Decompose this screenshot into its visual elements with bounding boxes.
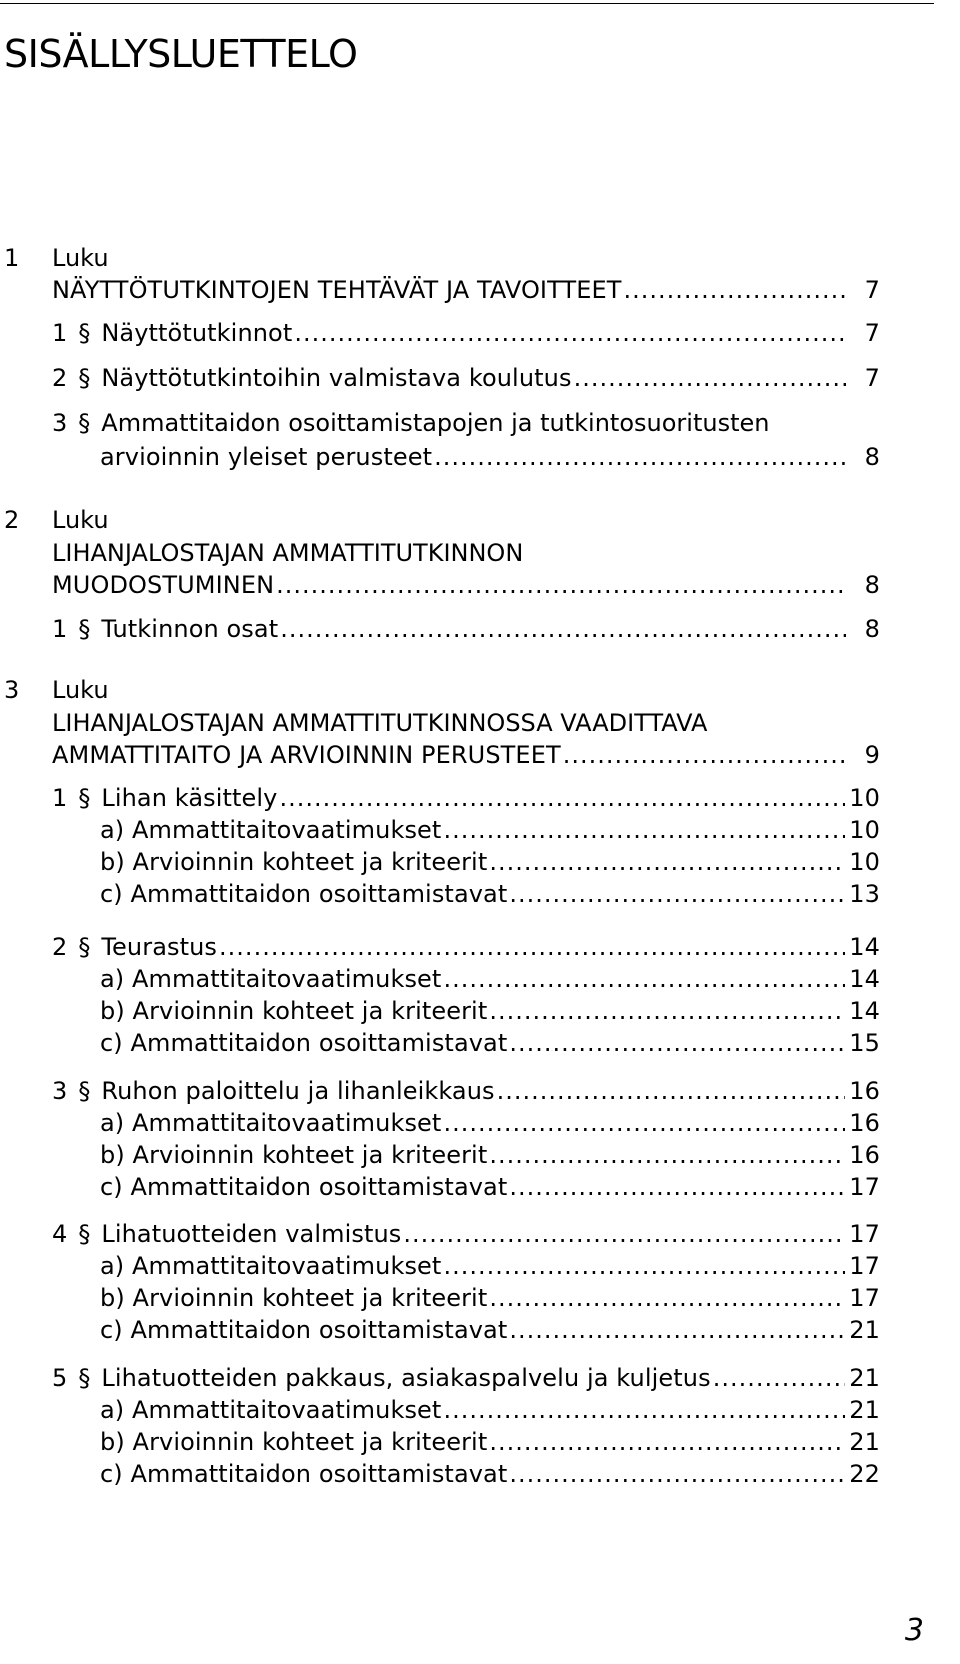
dot-leader	[489, 845, 845, 879]
toc-entry-section-continued[interactable]	[100, 440, 880, 474]
section-number: 5	[52, 1364, 68, 1392]
subsection-letter: a)	[100, 1252, 125, 1280]
toc-entry-section[interactable]	[52, 930, 880, 964]
section-title: Tutkinnon osat	[101, 615, 279, 643]
subsection-letter: c)	[100, 880, 123, 908]
subsection-letter: b)	[100, 997, 125, 1025]
toc-entry-chapter-2[interactable]	[52, 568, 880, 602]
subsection-title: Ammattitaitovaatimukset	[132, 1396, 442, 1424]
dot-leader	[443, 1106, 845, 1140]
dot-leader	[489, 994, 845, 1028]
subsection-letter: c)	[100, 1316, 123, 1344]
section-sign-icon: §	[78, 319, 91, 347]
dot-leader	[219, 930, 845, 964]
dot-leader	[443, 1249, 845, 1283]
subsection-title: Ammattitaidon osoittamistavat	[130, 1316, 508, 1344]
dot-leader	[280, 612, 846, 646]
section-sign-icon: §	[78, 364, 91, 392]
chapter-title[interactable]: LIHANJALOSTAJAN AMMATTITUTKINNOSSA VAADITTAVA	[52, 709, 708, 737]
dot-leader	[489, 1138, 845, 1172]
section-sign-icon: §	[78, 1220, 91, 1248]
subsection-letter: b)	[100, 1141, 125, 1169]
subsection-title: Ammattitaidon osoittamistavat	[130, 1173, 508, 1201]
dot-leader	[279, 781, 845, 815]
toc-entry-subsection[interactable]	[100, 1249, 880, 1283]
toc-entry-subsection[interactable]	[100, 1425, 880, 1459]
subsection-title: Arvioinnin kohteet ja kriteerit	[132, 997, 488, 1025]
dot-leader	[443, 962, 845, 996]
dot-leader	[403, 1217, 845, 1251]
subsection-title: Ammattitaitovaatimukset	[132, 816, 442, 844]
toc-entry-subsection[interactable]	[100, 1026, 880, 1060]
toc-entry-chapter-3[interactable]	[52, 738, 880, 772]
page-ref: 21	[849, 1316, 880, 1344]
dot-leader	[509, 1170, 845, 1204]
dot-leader	[574, 361, 846, 395]
section-number: 1	[52, 319, 68, 347]
section-number: 2	[52, 933, 68, 961]
toc-entry-subsection[interactable]	[100, 962, 880, 996]
subsection-letter: c)	[100, 1029, 123, 1057]
dot-leader	[624, 273, 847, 307]
page-ref: 17	[849, 1252, 880, 1280]
page-ref: 9	[864, 741, 880, 769]
page-ref: 7	[864, 319, 880, 347]
subsection-letter: c)	[100, 1460, 123, 1488]
toc-entry-section[interactable]	[52, 1074, 880, 1108]
section-title: Ruhon paloittelu ja lihanleikkaus	[101, 1077, 495, 1105]
section-number: 2	[52, 364, 68, 392]
page-ref: 10	[849, 816, 880, 844]
chapter-luku: Luku	[52, 676, 109, 704]
subsection-title: Arvioinnin kohteet ja kriteerit	[132, 1284, 488, 1312]
subsection-title: Arvioinnin kohteet ja kriteerit	[132, 848, 488, 876]
subsection-title: Ammattitaitovaatimukset	[132, 965, 442, 993]
page-ref: 14	[849, 997, 880, 1025]
dot-leader	[294, 316, 846, 350]
section-title: Lihan käsittely	[101, 784, 278, 812]
section-number: 3	[52, 1077, 68, 1105]
dot-leader	[443, 1393, 845, 1427]
subsection-letter: b)	[100, 848, 125, 876]
subsection-title: Ammattitaidon osoittamistavat	[130, 880, 508, 908]
page-ref: 16	[849, 1141, 880, 1169]
toc-entry-subsection[interactable]	[100, 994, 880, 1028]
toc-entry-section-first-line[interactable]	[52, 406, 769, 440]
chapter-luku: Luku	[52, 506, 109, 534]
dot-leader	[509, 1313, 845, 1347]
chapter-luku: Luku	[52, 244, 109, 272]
page-ref: 16	[849, 1109, 880, 1137]
toc-entry-section[interactable]	[52, 781, 880, 815]
toc-entry-subsection[interactable]	[100, 845, 880, 879]
chapter-number: 3	[4, 676, 20, 704]
dot-leader	[563, 738, 846, 772]
toc-entry-subsection[interactable]	[100, 813, 880, 847]
chapter-number: 2	[4, 506, 20, 534]
chapter-title: NÄYTTÖTUTKINTOJEN TEHTÄVÄT JA TAVOITTEET	[52, 276, 622, 304]
page-ref: 8	[864, 571, 880, 599]
page-ref: 16	[849, 1077, 880, 1105]
toc-entry-section[interactable]	[52, 316, 880, 350]
toc-entry-subsection[interactable]	[100, 1281, 880, 1315]
page-ref: 21	[849, 1428, 880, 1456]
page-ref: 15	[849, 1029, 880, 1057]
page-ref: 10	[849, 848, 880, 876]
section-sign-icon: §	[78, 933, 91, 961]
page-ref: 10	[849, 784, 880, 812]
page-ref: 7	[864, 276, 880, 304]
page-title: SISÄLLYSLUETTELO	[4, 32, 358, 76]
toc-entry-chapter-1[interactable]	[52, 273, 880, 307]
subsection-title: Ammattitaitovaatimukset	[132, 1109, 442, 1137]
section-sign-icon: §	[78, 615, 91, 643]
section-number: 1	[52, 784, 68, 812]
dot-leader	[509, 877, 845, 911]
subsection-letter: a)	[100, 965, 125, 993]
page-ref: 17	[849, 1220, 880, 1248]
subsection-title: Ammattitaidon osoittamistavat	[130, 1460, 508, 1488]
page-ref: 17	[849, 1284, 880, 1312]
subsection-letter: a)	[100, 1396, 125, 1424]
dot-leader	[713, 1361, 846, 1395]
section-sign-icon: §	[78, 1364, 91, 1392]
chapter-title-continued: MUODOSTUMINEN	[52, 571, 275, 599]
chapter-title-continued: AMMATTITAITO JA ARVIOINNIN PERUSTEET	[52, 741, 561, 769]
chapter-title[interactable]: LIHANJALOSTAJAN AMMATTITUTKINNON	[52, 539, 524, 567]
page-ref: 21	[849, 1396, 880, 1424]
subsection-letter: b)	[100, 1428, 125, 1456]
section-title: Näyttötutkinnot	[101, 319, 293, 347]
dot-leader	[443, 813, 845, 847]
page-ref: 13	[849, 880, 880, 908]
toc-entry-section[interactable]	[52, 612, 880, 646]
section-sign-icon: §	[78, 784, 91, 812]
toc-entry-subsection[interactable]	[100, 877, 880, 911]
page-ref: 8	[864, 443, 880, 471]
toc-entry-section[interactable]	[52, 361, 880, 395]
dot-leader	[509, 1457, 845, 1491]
toc-entry-section[interactable]	[52, 1361, 880, 1395]
dot-leader	[509, 1026, 845, 1060]
toc-entry-subsection[interactable]	[100, 1457, 880, 1491]
page-ref: 8	[864, 615, 880, 643]
subsection-title: Arvioinnin kohteet ja kriteerit	[132, 1141, 488, 1169]
toc-entry-subsection[interactable]	[100, 1138, 880, 1172]
section-sign-icon: §	[78, 409, 91, 437]
page-ref: 21	[849, 1364, 880, 1392]
section-number: 4	[52, 1220, 68, 1248]
subsection-letter: a)	[100, 1109, 125, 1137]
section-number: 3	[52, 409, 68, 437]
page-ref: 14	[849, 933, 880, 961]
section-title: Lihatuotteiden valmistus	[101, 1220, 402, 1248]
page-number: 3	[904, 1613, 924, 1648]
toc-entry-subsection[interactable]	[100, 1106, 880, 1140]
section-title: Ammattitaidon osoittamistapojen ja tutkintosuoritusten	[101, 409, 770, 437]
subsection-letter: c)	[100, 1173, 123, 1201]
subsection-letter: b)	[100, 1284, 125, 1312]
chapter-number: 1	[4, 244, 20, 272]
subsection-title: Ammattitaitovaatimukset	[132, 1252, 442, 1280]
page-ref: 7	[864, 364, 880, 392]
dot-leader	[497, 1074, 846, 1108]
page-ref: 17	[849, 1173, 880, 1201]
section-title: Teurastus	[101, 933, 218, 961]
page-ref: 22	[849, 1460, 880, 1488]
section-title: Näyttötutkintoihin valmistava koulutus	[101, 364, 572, 392]
toc-entry-section[interactable]	[52, 1217, 880, 1251]
page-ref: 14	[849, 965, 880, 993]
dot-leader	[489, 1281, 845, 1315]
section-number: 1	[52, 615, 68, 643]
dot-leader	[434, 440, 846, 474]
dot-leader	[489, 1425, 845, 1459]
section-title: Lihatuotteiden pakkaus, asiakaspalvelu ja kuljetus	[101, 1364, 711, 1392]
toc-entry-subsection[interactable]	[100, 1170, 880, 1204]
subsection-title: Arvioinnin kohteet ja kriteerit	[132, 1428, 488, 1456]
section-sign-icon: §	[78, 1077, 91, 1105]
toc-entry-subsection[interactable]	[100, 1393, 880, 1427]
dot-leader	[276, 568, 846, 602]
toc-entry-subsection[interactable]	[100, 1313, 880, 1347]
subsection-letter: a)	[100, 816, 125, 844]
section-title-continued: arvioinnin yleiset perusteet	[100, 443, 433, 471]
subsection-title: Ammattitaidon osoittamistavat	[130, 1029, 508, 1057]
